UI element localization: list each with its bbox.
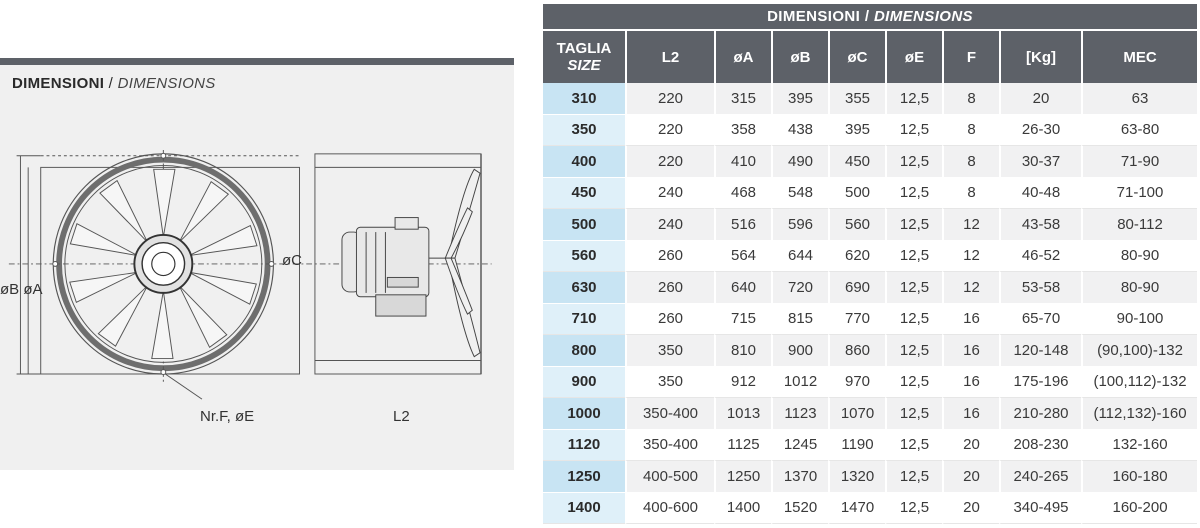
table-row	[543, 272, 1197, 304]
table-cell: 355	[828, 83, 885, 115]
table-cell: 516	[714, 209, 771, 241]
table-cell: 16	[942, 367, 999, 399]
table-cell: 1400	[714, 493, 771, 525]
table-cell: (100,112)-132	[1081, 367, 1197, 399]
table-cell: 1190	[828, 430, 885, 462]
header-col-7: MEC	[1081, 29, 1197, 83]
header-size-top: TAGLIA	[556, 40, 612, 57]
table-cell: 720	[771, 272, 828, 304]
table-cell: 12,5	[885, 461, 942, 493]
table-cell: 260	[625, 272, 714, 304]
table-cell: 970	[828, 367, 885, 399]
table-title	[543, 4, 1197, 29]
table-cell: 1370	[771, 461, 828, 493]
table-cell: 63	[1081, 83, 1197, 115]
table-row	[543, 461, 1197, 493]
table-cell: 240	[625, 178, 714, 210]
table-cell: 860	[828, 335, 885, 367]
table-cell: 468	[714, 178, 771, 210]
table-cell: 400-600	[625, 493, 714, 525]
size-cell: 800	[543, 335, 625, 367]
table-cell: 500	[828, 178, 885, 210]
table-row	[543, 367, 1197, 399]
header-col-0: L2	[625, 29, 714, 83]
size-cell: 500	[543, 209, 625, 241]
table-cell: 12,5	[885, 209, 942, 241]
table-cell: 12	[942, 241, 999, 273]
table-cell: 12,5	[885, 83, 942, 115]
table-cell: 12	[942, 209, 999, 241]
table-cell: 12,5	[885, 272, 942, 304]
table-cell: 715	[714, 304, 771, 336]
drawing-title	[12, 75, 216, 92]
table-cell: 26-30	[999, 115, 1081, 147]
table-cell: 1320	[828, 461, 885, 493]
size-cell: 560	[543, 241, 625, 273]
table-row	[543, 335, 1197, 367]
table-cell: 350	[625, 367, 714, 399]
header-size	[543, 29, 625, 83]
label-l2: L2	[393, 408, 410, 425]
table-cell: 560	[828, 209, 885, 241]
header-col-2: øB	[771, 29, 828, 83]
table-cell: 40-48	[999, 178, 1081, 210]
size-cell: 350	[543, 115, 625, 147]
table-cell: 20	[942, 493, 999, 525]
table-cell: 350-400	[625, 430, 714, 462]
table-cell: 43-58	[999, 209, 1081, 241]
size-cell: 400	[543, 146, 625, 178]
table-cell: 80-112	[1081, 209, 1197, 241]
header-col-6: [Kg]	[999, 29, 1081, 83]
table-cell: 30-37	[999, 146, 1081, 178]
table-body	[543, 83, 1197, 524]
table-row	[543, 493, 1197, 525]
table-cell: 208-230	[999, 430, 1081, 462]
table-row	[543, 304, 1197, 336]
table-cell: 900	[771, 335, 828, 367]
header-size-bottom: SIZE	[567, 57, 601, 74]
table-cell: 12,5	[885, 115, 942, 147]
table-cell: 395	[771, 83, 828, 115]
table-cell: 90-100	[1081, 304, 1197, 336]
table-cell: 12,5	[885, 241, 942, 273]
table-cell: 132-160	[1081, 430, 1197, 462]
label-diameter-c: øC	[282, 252, 302, 269]
table-cell: 1245	[771, 430, 828, 462]
table-cell: 240	[625, 209, 714, 241]
table-cell: 400-500	[625, 461, 714, 493]
table-cell: 1123	[771, 398, 828, 430]
table-cell: 12,5	[885, 304, 942, 336]
table-cell: 8	[942, 146, 999, 178]
table-cell: 12,5	[885, 335, 942, 367]
table-cell: 20	[942, 430, 999, 462]
table-cell: 65-70	[999, 304, 1081, 336]
table-cell: 450	[828, 146, 885, 178]
size-cell: 1400	[543, 493, 625, 525]
table-cell: 16	[942, 335, 999, 367]
table-cell: 20	[999, 83, 1081, 115]
table-cell: 644	[771, 241, 828, 273]
table-cell: 120-148	[999, 335, 1081, 367]
label-bolts: Nr.F, øE	[200, 408, 255, 425]
table-cell: 1125	[714, 430, 771, 462]
table-cell: 220	[625, 83, 714, 115]
table-cell: 815	[771, 304, 828, 336]
table-cell: 46-52	[999, 241, 1081, 273]
table-cell: 438	[771, 115, 828, 147]
table-row	[543, 83, 1197, 115]
table-cell: 12,5	[885, 178, 942, 210]
table-cell: 63-80	[1081, 115, 1197, 147]
size-cell: 630	[543, 272, 625, 304]
header-col-5: F	[942, 29, 999, 83]
table-cell: 1012	[771, 367, 828, 399]
table-cell: 490	[771, 146, 828, 178]
size-cell: 1000	[543, 398, 625, 430]
table-row	[543, 146, 1197, 178]
table-cell: 12,5	[885, 398, 942, 430]
table-cell: 12,5	[885, 367, 942, 399]
table-cell: 260	[625, 241, 714, 273]
table-row	[543, 209, 1197, 241]
size-cell: 710	[543, 304, 625, 336]
table-cell: 596	[771, 209, 828, 241]
header-col-4: øE	[885, 29, 942, 83]
table-cell: 770	[828, 304, 885, 336]
dimensions-table	[543, 4, 1197, 524]
table-cell: 16	[942, 398, 999, 430]
table-cell: 16	[942, 304, 999, 336]
size-cell: 310	[543, 83, 625, 115]
table-cell: 20	[942, 461, 999, 493]
size-cell: 450	[543, 178, 625, 210]
label-diameter-b-a: øB øA	[0, 281, 43, 298]
table-cell: 175-196	[999, 367, 1081, 399]
table-cell: 1070	[828, 398, 885, 430]
table-cell: 8	[942, 178, 999, 210]
table-cell: 12,5	[885, 493, 942, 525]
table-title-main: DIMENSIONI	[767, 8, 861, 25]
table-cell: 220	[625, 115, 714, 147]
table-cell: 548	[771, 178, 828, 210]
motor	[342, 218, 453, 316]
table-row	[543, 398, 1197, 430]
table-cell: 160-200	[1081, 493, 1197, 525]
table-cell: 1470	[828, 493, 885, 525]
table-row	[543, 241, 1197, 273]
table-cell: 358	[714, 115, 771, 147]
table-cell: 1520	[771, 493, 828, 525]
table-cell: (112,132)-160	[1081, 398, 1197, 430]
table-cell: 80-90	[1081, 272, 1197, 304]
table-cell: 690	[828, 272, 885, 304]
table-row	[543, 115, 1197, 147]
side-blades	[445, 169, 480, 356]
table-cell: 80-90	[1081, 241, 1197, 273]
panel-top-bar	[0, 58, 514, 65]
table-cell: 315	[714, 83, 771, 115]
drawing-title-main: DIMENSIONI	[12, 75, 105, 92]
table-cell: 260	[625, 304, 714, 336]
table-cell: 210-280	[999, 398, 1081, 430]
drawing-title-sep: /	[104, 75, 118, 92]
table-title-italic: DIMENSIONS	[873, 8, 973, 25]
table-cell: 620	[828, 241, 885, 273]
fan-technical-drawing	[0, 150, 514, 430]
table-cell: 564	[714, 241, 771, 273]
table-cell: 912	[714, 367, 771, 399]
table-header-row	[543, 29, 1197, 83]
table-cell: 12,5	[885, 430, 942, 462]
size-cell: 1120	[543, 430, 625, 462]
size-cell: 900	[543, 367, 625, 399]
table-cell: 240-265	[999, 461, 1081, 493]
table-cell: 640	[714, 272, 771, 304]
table-cell: 71-90	[1081, 146, 1197, 178]
table-cell: 8	[942, 83, 999, 115]
table-cell: 12,5	[885, 146, 942, 178]
table-cell: 395	[828, 115, 885, 147]
table-cell: 220	[625, 146, 714, 178]
table-cell: 71-100	[1081, 178, 1197, 210]
size-cell: 1250	[543, 461, 625, 493]
table-cell: 8	[942, 115, 999, 147]
table-cell: 1250	[714, 461, 771, 493]
header-col-1: øA	[714, 29, 771, 83]
table-cell: 350	[625, 335, 714, 367]
table-cell: 53-58	[999, 272, 1081, 304]
table-row	[543, 178, 1197, 210]
table-cell: 340-495	[999, 493, 1081, 525]
table-cell: 12	[942, 272, 999, 304]
table-row	[543, 430, 1197, 462]
table-cell: (90,100)-132	[1081, 335, 1197, 367]
table-cell: 350-400	[625, 398, 714, 430]
header-col-3: øC	[828, 29, 885, 83]
table-cell: 1013	[714, 398, 771, 430]
table-cell: 810	[714, 335, 771, 367]
table-cell: 410	[714, 146, 771, 178]
drawing-title-italic: DIMENSIONS	[117, 75, 216, 92]
table-cell: 160-180	[1081, 461, 1197, 493]
table-title-sep: /	[860, 8, 874, 25]
